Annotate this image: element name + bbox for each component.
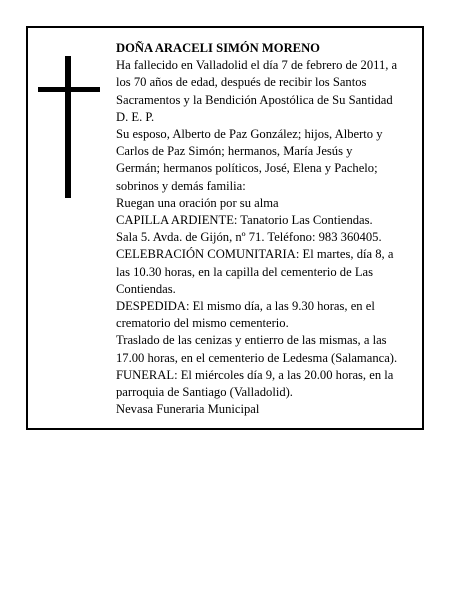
notice-line: 17.00 horas, en el cementerio de Ledesma (Salamanca). <box>116 350 398 365</box>
notice-line: crematorio del mismo cementerio. <box>116 316 289 331</box>
notice-line: Carlos de Paz Simón; hermanos, María Jesús y <box>116 144 353 159</box>
notice-line: parroquia de Santiago (Valladolid). <box>116 385 293 400</box>
notice-text <box>116 40 424 418</box>
notice-line: CELEBRACIÓN COMUNITARIA: El martes, día 8, a <box>116 247 394 262</box>
notice-line: Nevasa Funeraria Municipal <box>116 402 260 417</box>
notice-line: sobrinos y demás familia: <box>116 178 246 193</box>
notice-line: Su esposo, Alberto de Paz González; hijos, Alberto y <box>116 127 383 142</box>
notice-line: Ruegan una oración por su alma <box>116 195 279 210</box>
notice-line: D. E. P. <box>116 109 155 124</box>
cross-vertical-bar <box>65 56 71 198</box>
deceased-name: DOÑA ARACELI SIMÓN MORENO <box>116 41 320 55</box>
notice-line: los 70 años de edad, después de recibir los Santos <box>116 75 367 90</box>
notice-line: DESPEDIDA: El mismo día, a las 9.30 horas, en el <box>116 299 375 314</box>
notice-line: Contiendas. <box>116 281 176 296</box>
notice-line: CAPILLA ARDIENTE: Tanatorio Las Contiendas. <box>116 213 373 228</box>
notice-line: las 10.30 horas, en la capilla del cementerio de Las <box>116 264 374 279</box>
notice-line: Sacramentos y la Bendición Apostólica de Su Santidad <box>116 92 393 107</box>
notice-line: Germán; hermanos políticos, José, Elena y Pachelo; <box>116 161 378 176</box>
cross-horizontal-bar <box>38 87 100 92</box>
notice-line: Sala 5. Avda. de Gijón, nº 71. Teléfono: 983 360405. <box>116 230 382 245</box>
notice-line: Ha fallecido en Valladolid el día 7 de febrero de 2011, a <box>116 58 398 73</box>
obituary-notice <box>26 26 424 430</box>
notice-line: FUNERAL: El miércoles día 9, a las 20.00 horas, en la <box>116 367 394 382</box>
cross-icon <box>38 56 100 198</box>
notice-line: Traslado de las cenizas y entierro de las mismas, a las <box>116 333 387 348</box>
